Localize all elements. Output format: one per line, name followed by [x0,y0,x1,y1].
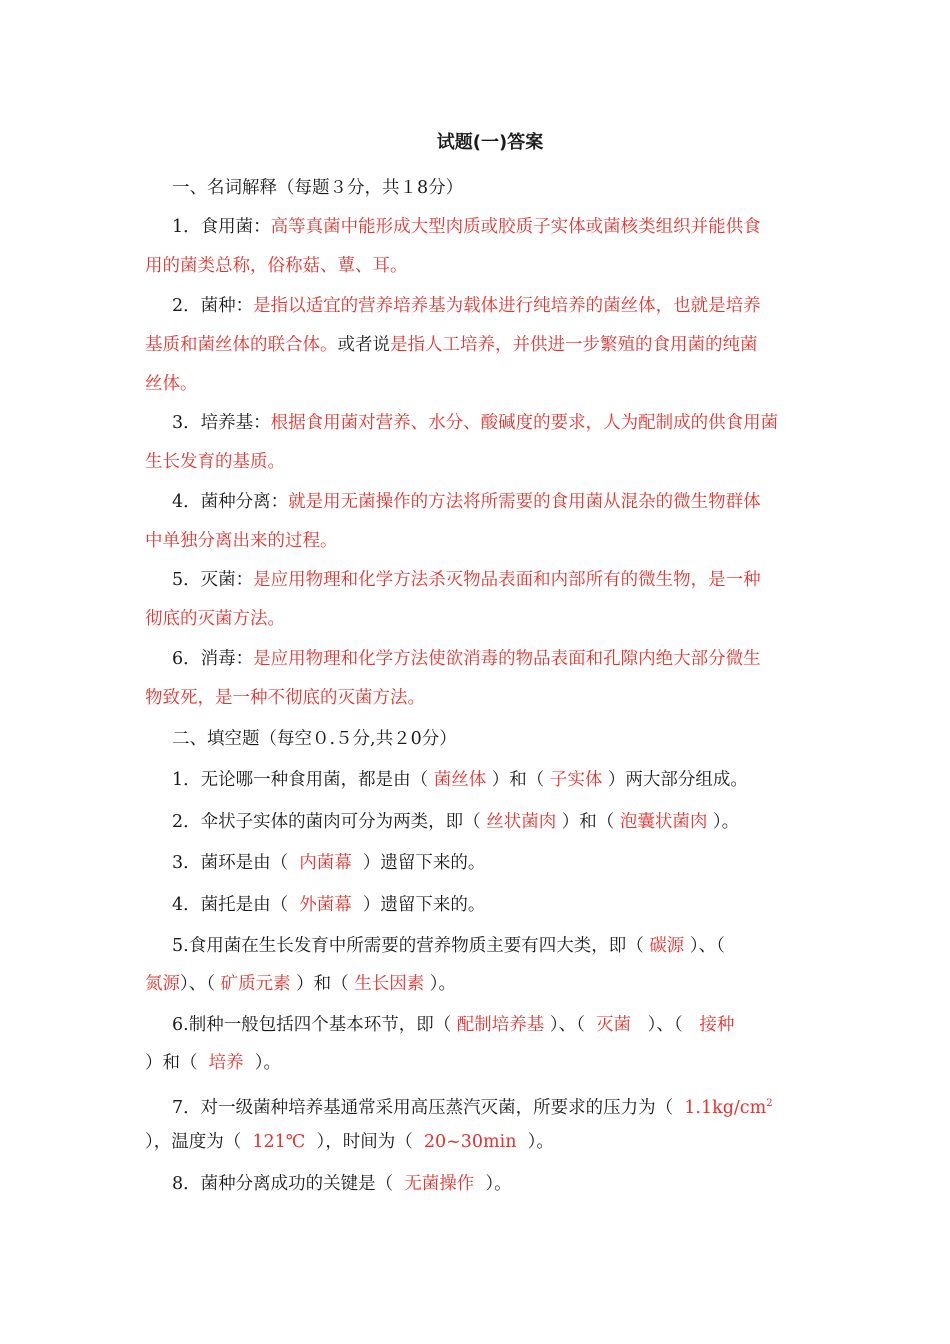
connector-text: 或者说 [337,335,390,355]
definition-5 [172,568,761,592]
answer-blank: 接种 [682,1015,735,1035]
definition-2-cont2: 丝体。 [145,374,198,394]
definition-answer: 根据食用菌对营养、水分、酸碱度的要求，人为配制成的供食用菌 [270,413,779,433]
definition-4-cont: 中单独分离出来的过程。 [145,531,338,551]
answer-blank: 矿质元素 [215,974,297,994]
answer-blank: 1.1kg/cm [673,1097,767,1118]
question-text: ）、（ [647,1015,683,1035]
definition-answer: 是指人工培养，并供进一步繁殖的食用菌的纯菌 [390,335,758,355]
definition-answer: 是应用物理和化学方法杀灭物品表面和内部所有的微生物，是一种 [253,570,761,590]
fill-question-8 [172,1172,512,1196]
question-text: 6.制种一般包括四个基本环节，即（ [172,1015,452,1035]
definition-3-cont: 生长发育的基质。 [145,452,285,472]
fill-question-5-cont [145,972,456,996]
answer-blank: 无菌操作 [393,1174,486,1194]
question-text: ），温度为（ [145,1132,242,1152]
question-text: ）和（ [561,812,615,832]
definition-answer: 基质和菌丝体的联合体。 [145,335,338,355]
answer-blank: 丝状菌肉 [480,812,562,832]
question-text: ）。 [485,1174,512,1194]
question-text: ）遗留下来的。 [362,895,486,915]
page-title: 试题(一)答案 [436,132,544,153]
definition-1-cont: 用的菌类总称，俗称菇、蕈、耳。 [145,256,408,276]
answer-blank: 氮源 [145,974,180,994]
fill-question-3 [172,851,485,875]
answer-blank: 泡囊状菌肉 [614,812,713,832]
term-label: 1．食用菌： [172,217,271,237]
question-text: ）。 [254,1053,282,1073]
fill-question-2 [172,810,739,834]
fill-question-6 [172,1013,734,1037]
definition-6-cont: 物致死，是一种不彻底的灭菌方法。 [145,688,425,708]
term-label: 2．菌种： [172,296,254,316]
question-text: 8．菌种分离成功的关键是（ [172,1174,394,1194]
question-text: 5.食用菌在生长发育中所需要的营养物质主要有四大类，即（ [172,936,644,956]
definition-answer: 是指以适宜的营养培养基为载体进行纯培养的菌丝体，也就是培养 [253,296,761,316]
answer-blank: 外菌幕 [288,895,363,915]
answer-blank: 内菌幕 [288,853,363,873]
fill-question-4 [172,893,485,917]
question-text: 3．菌环是由（ [172,853,289,873]
question-text: ）、（ [549,1015,585,1035]
fill-question-5 [172,934,725,958]
question-text: 1．无论哪一种食用菌，都是由（ [172,770,429,790]
definition-6 [172,647,761,671]
question-text: ）和（ [491,770,545,790]
question-text: 4．菌托是由（ [172,895,289,915]
section1-heading: 一、名词解释（每题３分，共１8分） [172,178,464,198]
question-text: ）。 [527,1132,554,1152]
question-text: ）、（ [689,936,725,956]
definition-3 [172,411,778,435]
section2-heading: 二、填空题（每空０.５分,共２0分） [172,729,457,749]
question-text: ）两大部分组成。 [607,770,748,790]
question-text: ）和（ [145,1053,198,1073]
question-text: 7．对一级菌种培养基通常采用高压蒸汽灭菌，所要求的压力为（ [172,1097,674,1118]
answer-blank: 子实体 [544,770,608,790]
question-text: ）。 [429,974,457,994]
definition-4 [172,490,761,514]
term-label: 4．菌种分离： [172,492,289,512]
answer-blank: 培养 [197,1053,255,1073]
superscript: 2 [766,1098,773,1109]
answer-blank: 碳源 [643,936,690,956]
definition-1 [172,215,761,239]
definition-answer: 就是用无菌操作的方法将所需要的食用菌从混杂的微生物群体 [288,492,761,512]
definition-answer: 高等真菌中能形成大型肉质或胶质子实体或菌核类组织并能供食 [270,217,761,237]
definition-2-cont [145,333,758,357]
fill-question-1 [172,768,748,792]
answer-blank: 121℃ [241,1132,317,1152]
fill-question-7 [172,1092,773,1120]
question-text: ）。 [712,812,740,832]
answer-blank: 配制培养基 [451,1015,550,1035]
definition-5-cont: 彻底的灭菌方法。 [145,609,285,629]
answer-blank: 20~30min [412,1132,528,1152]
term-label: 3．培养基： [172,413,271,433]
question-text: ），时间为（ [316,1132,413,1152]
answer-blank: 菌丝体 [428,770,492,790]
answer-blank: 灭菌 [584,1015,648,1035]
term-label: 5．灭菌： [172,570,254,590]
term-label: 6．消毒： [172,649,254,669]
answer-blank: 生长因素 [348,974,430,994]
question-text: 2．伞状子实体的菌肉可分为两类，即（ [172,812,481,832]
question-text: ）、（ [180,974,215,994]
definition-answer: 是应用物理和化学方法使欲消毒的物品表面和孔隙内绝大部分微生 [253,649,761,669]
question-text: ）遗留下来的。 [362,853,486,873]
question-text: ）和（ [296,974,349,994]
fill-question-7-cont [145,1130,554,1154]
definition-2 [172,294,761,318]
fill-question-6-cont [145,1051,281,1075]
